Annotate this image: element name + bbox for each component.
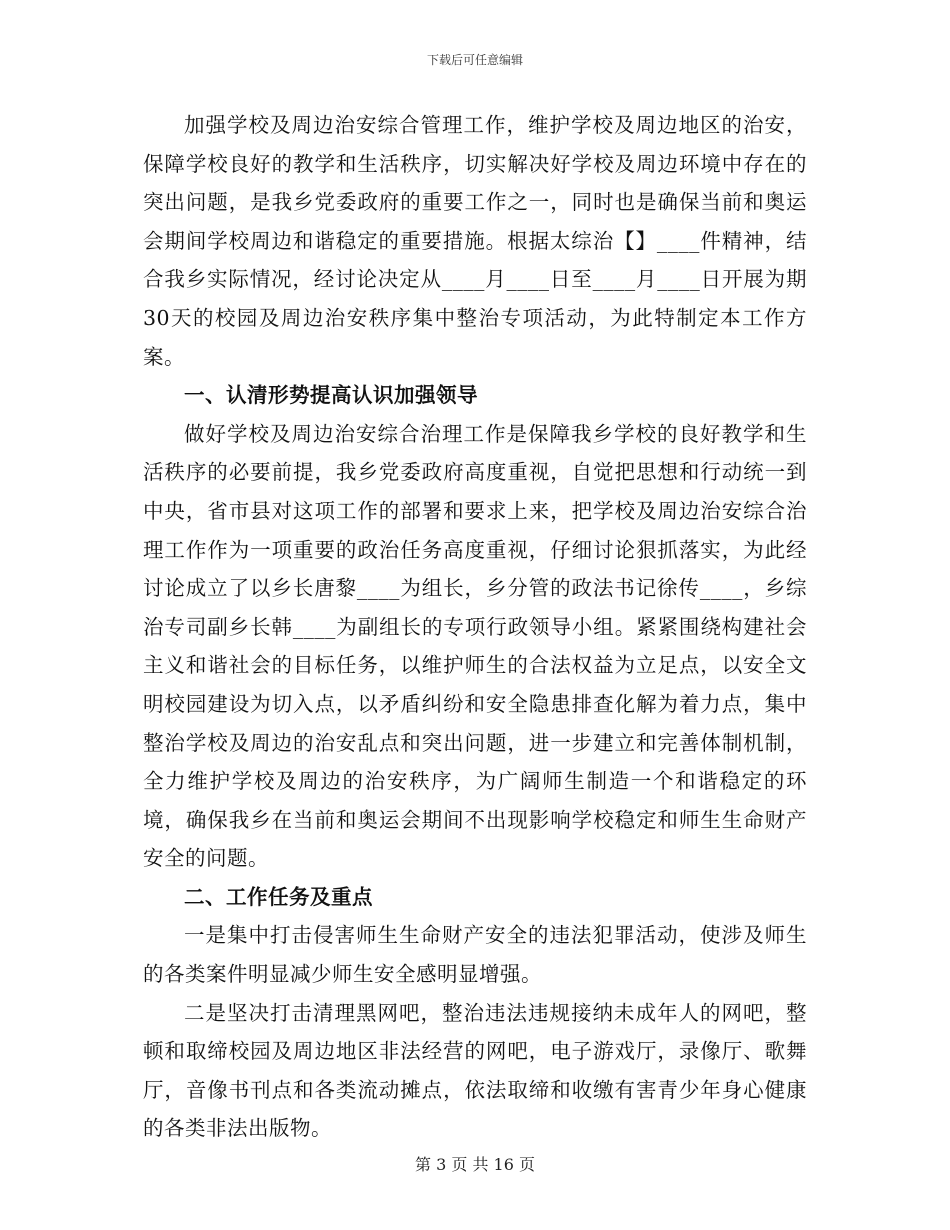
task-item-1-paragraph: 一是集中打击侵害师生生命财产安全的违法犯罪活动，使涉及师生的各类案件明显减少师生安全感明显增强。 bbox=[143, 923, 807, 987]
section-heading-1: 一、认清形势提高认识加强领导 bbox=[184, 383, 478, 408]
page-header-note: 下载后可任意编辑 bbox=[426, 53, 523, 67]
task-item-2-paragraph: 二是坚决打击清理黑网吧，整治违法违规接纳未成年人的网吧，整顿和取缔校园及周边地区非法经营的网吧，电子游戏厅，录像厅、歌舞厅，音像书刊点和各类流动摊点，依法取缔和收缴有害青少年身心健康的各类非法出版物。 bbox=[143, 1000, 807, 1141]
section-heading-2: 二、工作任务及重点 bbox=[184, 884, 373, 909]
page-number: 第 3 页 共 16 页 bbox=[415, 1155, 535, 1174]
intro-paragraph: 加强学校及周边治安综合管理工作，维护学校及周边地区的治安，保障学校良好的教学和生活秩序，切实解决好学校及周边环境中存在的突出问题，是我乡党委政府的重要工作之一，同时也是确保当前和奥运会期间学校周边和谐稳定的重要措施。根据太综治【】____件精神，结合我乡实际情况，经讨论决定从____月____日至____月____日开展为期30天的校园及周边治安秩序集中整治专项活动，为此特制定本工作方案。 bbox=[143, 113, 807, 369]
document-body bbox=[143, 106, 807, 1148]
section-1-paragraph: 做好学校及周边治安综合治理工作是保障我乡学校的良好教学和生活秩序的必要前提，我乡党委政府高度重视，自觉把思想和行动统一到中央，省市县对这项工作的部署和要求上来，把学校及周边治安综合治理工作作为一项重要的政治任务高度重视，仔细讨论狠抓落实，为此经讨论成立了以乡长唐黎____为组长，乡分管的政法书记徐传____，乡综治专司副乡长韩____为副组长的专项行政领导小组。紧紧围绕构建社会主义和谐社会的目标任务，以维护师生的合法权益为立足点，以安全文明校园建设为切入点，以矛盾纠纷和安全隐患排查化解为着力点，集中整治学校及周边的治安乱点和突出问题，进一步建立和完善体制机制，全力维护学校及周边的治安秩序，为广阔师生制造一个和谐稳定的环境，确保我乡在当前和奥运会期间不出现影响学校稳定和师生生命财产安全的问题。 bbox=[143, 421, 807, 871]
